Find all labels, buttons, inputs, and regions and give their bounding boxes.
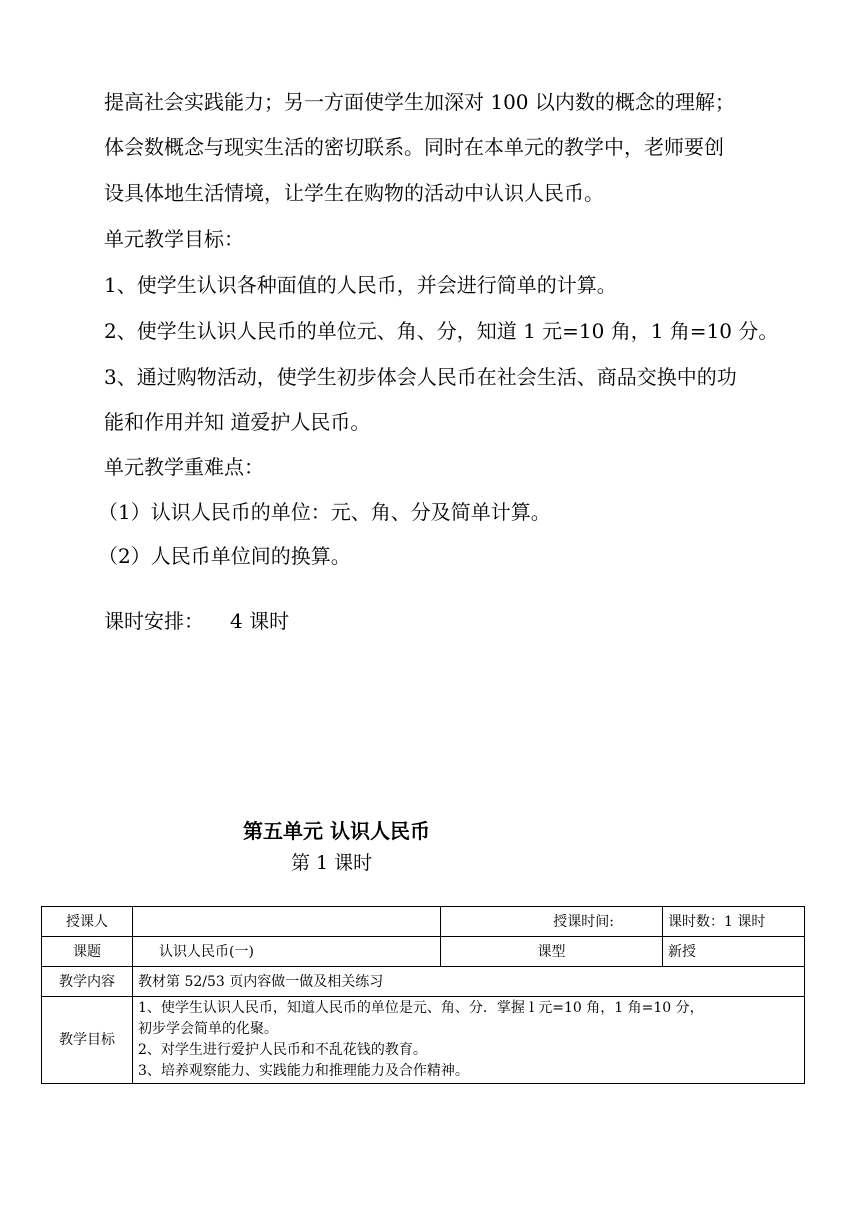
schedule-value: 4 课时 <box>230 609 290 633</box>
intro-line-1: 提高社会实践能力；另一方面使学生加深对 100 以内数的概念的理解； <box>104 90 735 114</box>
unit-goal-item-1: 1、使学生认识各种面值的人民币，并会进行简单的计算。 <box>104 273 617 297</box>
teacher-value <box>133 907 441 937</box>
table-row <box>42 997 805 1084</box>
intro-line-3: 设具体地生活情境，让学生在购物的活动中认识人民币。 <box>104 181 604 205</box>
table-row <box>42 937 805 967</box>
unit-goal-item-2: 2、使学生认识人民币的单位元、角、分，知道 1 元=10 角，1 角=10 分。 <box>104 319 779 343</box>
schedule-label: 课时安排： <box>104 609 204 633</box>
topic-label: 课题 <box>42 937 133 967</box>
key-point-item-2: （2）人民币单位间的换算。 <box>98 544 351 568</box>
goals-label: 教学目标 <box>42 997 133 1084</box>
table-row <box>42 907 805 937</box>
unit-goal-item-3: 3、通过购物活动，使学生初步体会人民币在社会生活、商品交换中的功 <box>104 365 737 389</box>
time-label: 授课时间: <box>441 907 663 937</box>
content-label: 教学内容 <box>42 967 133 997</box>
unit-goals-heading: 单元教学目标： <box>104 227 244 251</box>
schedule-line <box>104 607 289 635</box>
goal-line-1: 1、使学生认识人民币，知道人民币的单位是元、角、分．掌握 l 元=10 角，1 角=10 分， <box>138 1000 704 1016</box>
goal-line-4: 3、培养观察能力、实践能力和推理能力及合作精神。 <box>138 1063 469 1079</box>
key-point-item-1: （1）认识人民币的单位：元、角、分及简单计算。 <box>98 500 551 524</box>
type-label: 课型 <box>441 937 663 967</box>
key-points-heading: 单元教学重难点： <box>104 455 264 479</box>
intro-line-2: 体会数概念与现实生活的密切联系。同时在本单元的教学中，老师要创 <box>104 135 724 159</box>
hours-cell: 课时数：1 课时 <box>663 907 805 937</box>
goal-line-3: 2、对学生进行爱护人民币和不乱花钱的教育。 <box>138 1042 427 1058</box>
content-value: 教材第 52/53 页内容做一做及相关练习 <box>133 967 805 997</box>
lesson-plan-table <box>41 906 805 1084</box>
goals-cell <box>133 997 805 1084</box>
lesson-title: 第五单元 认识人民币 <box>243 819 430 843</box>
lesson-subtitle: 第 1 课时 <box>291 852 373 874</box>
type-value: 新授 <box>663 937 805 967</box>
table-row <box>42 967 805 997</box>
goal-line-2: 初步学会简单的化聚。 <box>138 1021 278 1037</box>
teacher-label: 授课人 <box>42 907 133 937</box>
unit-goal-item-3-cont: 能和作用并知 道爱护人民币。 <box>104 410 371 434</box>
topic-value: 认识人民币(一) <box>133 937 441 967</box>
